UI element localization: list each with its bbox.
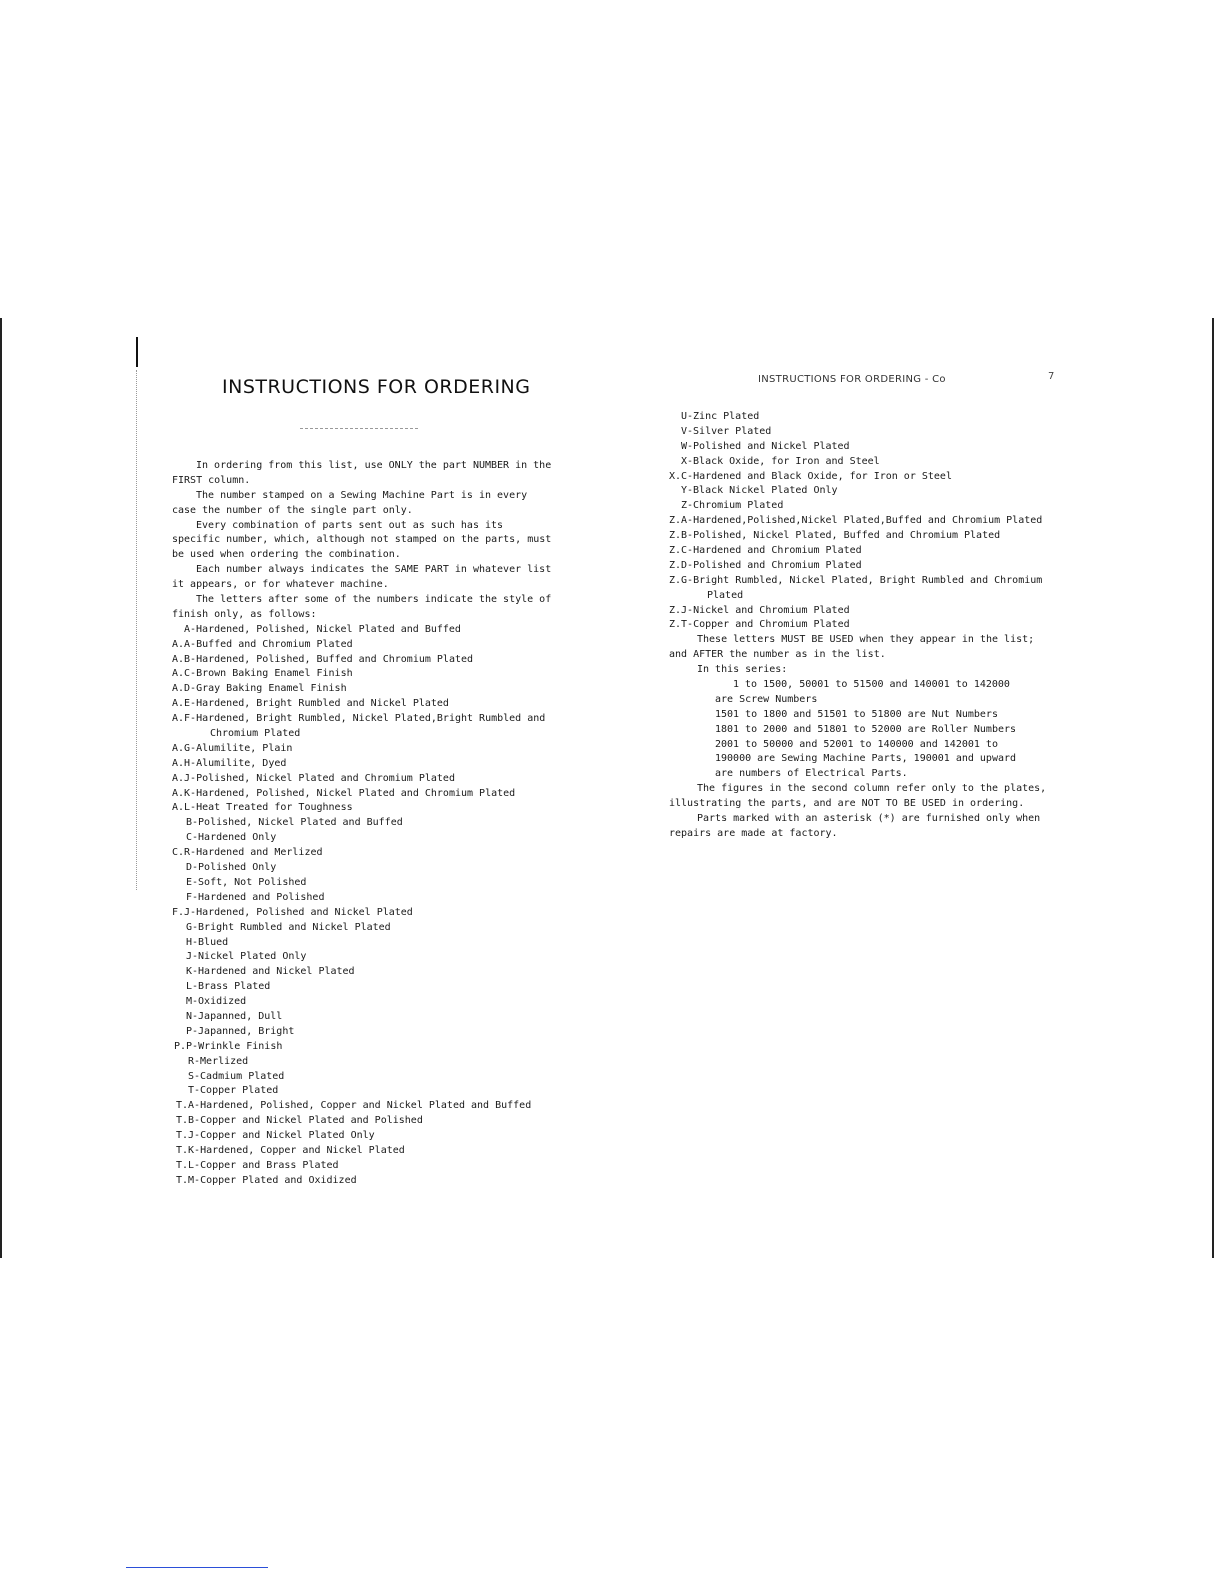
- right_page-line: Plated: [707, 589, 744, 601]
- right_page-line: Z.A-Hardened,Polished,Nickel Plated,Buffed and Chromium Plated: [669, 515, 1043, 527]
- right_page-line: Parts marked with an asterisk (*) are furnished only when: [697, 813, 1041, 825]
- left_page-line: T.J-Copper and Nickel Plated Only: [176, 1130, 375, 1142]
- right_page-line: Z.C-Hardened and Chromium Plated: [669, 545, 862, 557]
- left_page-line: Chromium Plated: [210, 728, 301, 740]
- right_page-line: repairs are made at factory.: [669, 827, 838, 839]
- left_page-line: A.A-Buffed and Chromium Plated: [172, 638, 353, 650]
- left_page-line: T.M-Copper Plated and Oxidized: [176, 1174, 357, 1186]
- left_page-line: A.J-Polished, Nickel Plated and Chromium Plated: [172, 772, 455, 784]
- right_page-line: 1501 to 1800 and 51501 to 51800 are Nut Numbers: [715, 708, 998, 720]
- left_page-line: A.E-Hardened, Bright Rumbled and Nickel Plated: [172, 698, 449, 710]
- left_page-line: P.P-Wrinkle Finish: [174, 1040, 283, 1052]
- right_page-line: are numbers of Electrical Parts.: [715, 768, 908, 780]
- left_page-line: Each number always indicates the SAME PART in whatever list: [196, 564, 552, 576]
- left_page-line: L-Brass Plated: [186, 981, 271, 993]
- right_page-line: are Screw Numbers: [715, 693, 818, 705]
- left_page-line: H-Blued: [186, 936, 229, 948]
- running-head: INSTRUCTIONS FOR ORDERING - Co: [758, 374, 946, 385]
- left_page-line: C.R-Hardened and Merlized: [172, 847, 323, 859]
- right_page-line: W-Polished and Nickel Plated: [681, 440, 850, 452]
- right_page-line: illustrating the parts, and are NOT TO BE USED in ordering.: [669, 798, 1025, 810]
- page-title: INSTRUCTIONS FOR ORDERING: [222, 376, 531, 398]
- left_page-line: T.A-Hardened, Polished, Copper and Nickel Plated and Buffed: [176, 1100, 532, 1112]
- right_page-line: Z.G-Bright Rumbled, Nickel Plated, Bright Rumbled and Chromium: [669, 574, 1043, 586]
- spread-edge-left: [0, 318, 2, 1258]
- right_page-line: These letters MUST BE USED when they appear in the list;: [697, 634, 1035, 646]
- left_page-line: Every combination of parts sent out as such has its: [196, 519, 504, 531]
- left_page-line: S-Cadmium Plated: [188, 1070, 285, 1082]
- right-page-body: [669, 410, 1089, 842]
- left_page-line: B-Polished, Nickel Plated and Buffed: [186, 817, 403, 829]
- left_page-line: A-Hardened, Polished, Nickel Plated and Buffed: [184, 623, 461, 635]
- right_page-line: Z.T-Copper and Chromium Plated: [669, 619, 850, 631]
- left-page-body: [172, 459, 592, 1189]
- left_page-line: finish only, as follows:: [172, 608, 317, 620]
- bottom-underline: [126, 1567, 268, 1568]
- title-divider: [300, 428, 418, 429]
- left_page-line: T.K-Hardened, Copper and Nickel Plated: [176, 1144, 405, 1156]
- right_page-line: 1 to 1500, 50001 to 51500 and 140001 to 142000: [733, 679, 1010, 691]
- left_page-line: A.B-Hardened, Polished, Buffed and Chromium Plated: [172, 653, 474, 665]
- left_page-line: The letters after some of the numbers indicate the style of: [196, 594, 552, 606]
- right_page-line: U-Zinc Plated: [681, 411, 760, 422]
- left_page-line: The number stamped on a Sewing Machine Part is in every: [196, 489, 528, 501]
- right_page-line: Z-Chromium Plated: [681, 500, 784, 512]
- right_page-line: Z.B-Polished, Nickel Plated, Buffed and Chromium Plated: [669, 530, 1001, 542]
- spine-dots: [136, 370, 138, 890]
- left_page-line: A.G-Alumilite, Plain: [172, 742, 293, 754]
- right_page-line: V-Silver Plated: [681, 425, 772, 437]
- left_page-line: it appears, or for whatever machine.: [172, 579, 389, 591]
- left_page-line: C-Hardened Only: [186, 832, 277, 844]
- left_page-line: A.K-Hardened, Polished, Nickel Plated and Chromium Plated: [172, 787, 516, 799]
- right_page-line: Z.D-Polished and Chromium Plated: [669, 559, 862, 571]
- left_page-line: F.J-Hardened, Polished and Nickel Plated: [172, 906, 413, 918]
- spine-mark: [136, 337, 138, 367]
- right_page-line: X-Black Oxide, for Iron and Steel: [681, 455, 880, 467]
- left_page-line: A.H-Alumilite, Dyed: [172, 757, 287, 769]
- right_page-line: In this series:: [697, 664, 788, 676]
- left_page-line: be used when ordering the combination.: [172, 549, 401, 561]
- right_page-line: 2001 to 50000 and 52001 to 140000 and 142001 to: [715, 738, 998, 750]
- right_page-line: The figures in the second column refer only to the plates,: [697, 783, 1047, 795]
- right_page-line: 190000 are Sewing Machine Parts, 190001 and upward: [715, 753, 1017, 765]
- page-number: 7: [1048, 371, 1055, 382]
- left_page-line: E-Soft, Not Polished: [186, 876, 307, 888]
- left_page-line: R-Merlized: [188, 1055, 249, 1067]
- left_page-line: F-Hardened and Polished: [186, 891, 325, 903]
- left_page-line: T-Copper Plated: [188, 1085, 279, 1097]
- left_page-line: P-Japanned, Bright: [186, 1025, 295, 1037]
- left_page-line: T.B-Copper and Nickel Plated and Polished: [176, 1115, 423, 1127]
- left_page-line: A.F-Hardened, Bright Rumbled, Nickel Plated,Bright Rumbled and: [172, 713, 546, 725]
- spread-edge-right: [1212, 318, 1214, 1258]
- right_page-line: X.C-Hardened and Black Oxide, for Iron or Steel: [669, 470, 952, 482]
- right_page-line: Z.J-Nickel and Chromium Plated: [669, 604, 850, 616]
- left_page-line: In ordering from this list, use ONLY the part NUMBER in the: [196, 460, 552, 471]
- right_page-line: and AFTER the number as in the list.: [669, 649, 886, 661]
- left_page-line: A.L-Heat Treated for Toughness: [172, 802, 353, 814]
- right_page-line: 1801 to 2000 and 51801 to 52000 are Roller Numbers: [715, 723, 1017, 735]
- left_page-line: case the number of the single part only.: [172, 504, 413, 516]
- left_page-line: D-Polished Only: [186, 862, 277, 874]
- left_page-line: M-Oxidized: [186, 996, 247, 1008]
- right_page-line: Y-Black Nickel Plated Only: [681, 485, 838, 497]
- left_page-line: T.L-Copper and Brass Plated: [176, 1159, 339, 1171]
- left_page-line: specific number, which, although not stamped on the parts, must: [172, 534, 552, 546]
- left_page-line: J-Nickel Plated Only: [186, 951, 307, 963]
- left_page-line: A.D-Gray Baking Enamel Finish: [172, 683, 347, 695]
- left_page-line: N-Japanned, Dull: [186, 1010, 283, 1022]
- left_page-line: G-Bright Rumbled and Nickel Plated: [186, 921, 391, 933]
- left_page-line: K-Hardened and Nickel Plated: [186, 966, 355, 978]
- left_page-line: A.C-Brown Baking Enamel Finish: [172, 668, 353, 680]
- left_page-line: FIRST column.: [172, 474, 251, 486]
